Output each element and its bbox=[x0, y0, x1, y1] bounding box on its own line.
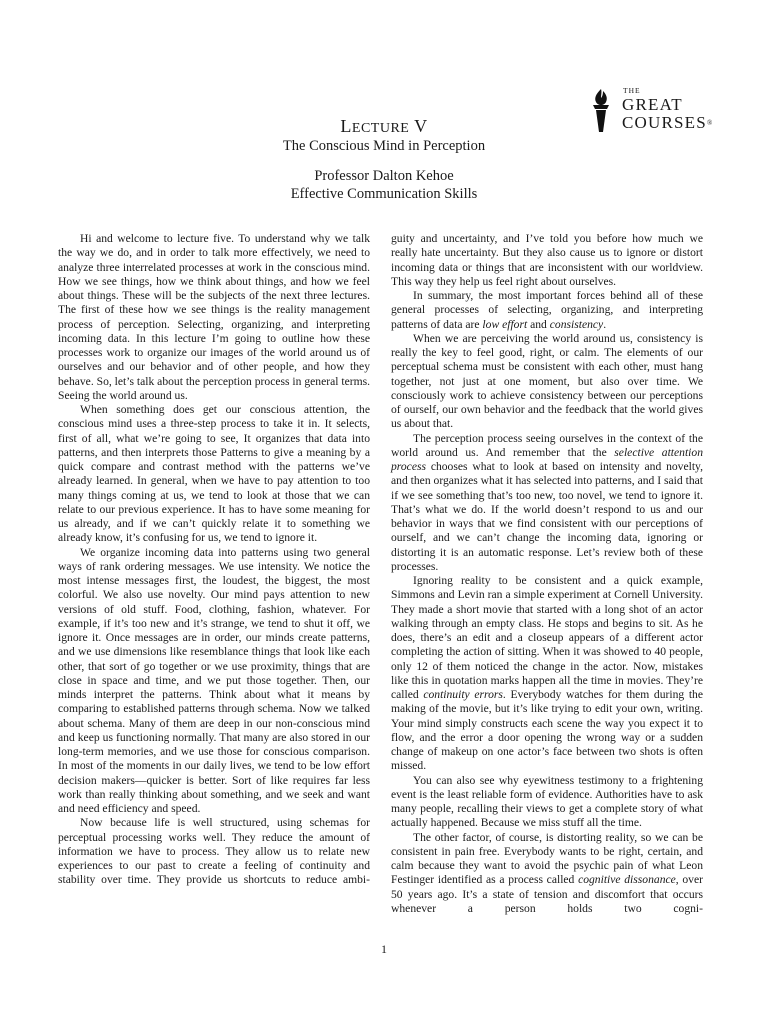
paragraph: Ignoring reality to be consistent and a quick example, Simmons and Levin ran a simple experiment at Cornell University. They made a short movie that started with a long shot of an actor walking through an empty class. He stops and begins to sit. As he does, there’s an edit and a closeup appears of a different actor completing the action of sitting. When it was showed to 40 people, only 12 of them noticed the change in the actor. Now, mistakes like this in quotation marks happen all the time in movies. They’re called continuity errors. Everybody watches for them during the making of the movie, but it’s like trying to edit your own, writing. Your mind simply constructs each scene the way you expect it to flow, and the error a door opening the wrong way or a sudden change of makeup on one actor’s face between two shots is often missed. bbox=[391, 574, 704, 773]
paragraph: You can also see why eyewitness testimony to a frightening event is the least reliable form of evidence. Authorities have to ask many people, recalling their views to get a complete story of what actually happened. Because we miss stuff all the time. bbox=[391, 773, 703, 830]
professor-name: Professor Dalton Kehoe bbox=[314, 168, 454, 184]
emphasis: selective attention process bbox=[391, 445, 703, 473]
paragraph: We organize incoming data into patterns using two general ways of rank ordering messages. We use intensity. We notice the most intense messages first, the loudest, the biggest, the most colorful. We also use novelty. Our mind pays attention to new versions of old stuff. Food, clothing, fashion, whatever. For example, if it’s too new and it’s strange, we tend to shut it off, we ignore it. Once messages are in order, our minds create patterns, and we use dimensions like resemblance things that look like each other, that sort of go together or we use proximity, things that are close in space and time, and we put those together. Then, our minds interpret the patterns. Think about what it means by comparing to established patterns through schema. Now we talked about schema. Many of them are deep in our non-conscious mind and keep us functioning normally. That many are also stored in our long-term memories, and we use those for conscious comparison. In most of the moments in our daily lives, we tend to be low effort decision makers—quicker is better. Sort of like requires far less work than really thinking about something, and we seek and want and need efficiency and speed. bbox=[58, 545, 370, 815]
paragraph: guity and uncertainty, and I’ve told you before how much we really hate uncertainty. But they also cause us to ignore or distort incoming data or things that are inconsistent with our worldview. This way they help us feel right about ourselves. bbox=[391, 232, 703, 288]
paragraph: Now because life is well structured, using schemas for perceptual processing works well. They reduce the amount of information we have to process. They allow us to relate new experiences to our past to create a feeling of continuity and stability over time. They provide us shortcuts to reduce ambi- bbox=[58, 816, 370, 887]
paragraph: The other factor, of course, is distorting reality, so we can be consistent in pain free. Everybody wants to be right, certain, and calm because they want to avoid the psychic pain of what Leon Festinger identified as a process called cognitive dissonance, over 50 years ago. It’s a state of tension and discomfort that occurs whenever a person holds two cogni- bbox=[391, 830, 703, 915]
course-name: Effective Communication Skills bbox=[290, 186, 478, 202]
lecture-subtitle: The Conscious Mind in Perception bbox=[282, 138, 486, 154]
emphasis: low effort bbox=[482, 317, 528, 331]
emphasis: consistency bbox=[549, 317, 604, 331]
page-number: 1 bbox=[381, 942, 387, 956]
paragraph: Hi and welcome to lecture five. To understand why we talk the way we do, and in order to talk more effectively, we need to analyze three interrelated processes at work in the conscious mind. How we see things, how we think about things, and how we feel about things. These will be the subjects of the next three lectures. The first of these how we see things is the reality management process of perception. Selecting, organizing, and interpreting incoming data. In this lecture I’m going to outline how these processes work to organize our images of the world around us of ourselves and our behavior and of other people, and how they behave. So, let’s talk about the perception process in general terms. Seeing the world around us. bbox=[58, 232, 370, 402]
emphasis: cognitive dissonance bbox=[578, 873, 676, 887]
left-column bbox=[58, 232, 370, 888]
paragraph: When we are perceiving the world around us, consistency is really the key to feel good, right, or calm. The elements of our perceptual schema must be consistent with each other, must hang together, not just at one moment, but also over time. We consciously work to achieve consistency between our perceptions of ourself, our own behavior and the feedback that the world gives us about that. bbox=[391, 331, 703, 431]
logo-the: THE bbox=[623, 86, 641, 95]
paragraph: The perception process seeing ourselves in the context of the world around us. And remember that the selective attention process chooses what to look at based on intensity and novelty, and then organizes what it has selected into patterns, and I said that if we see something that’s too new, too novel, we tend to ignore it. That’s what we do. If the world doesn’t respond to us and our behavior in ways that we find consistent with our perceptions of ourself, and we can’t change the incoming data, ignoring or distorting it is an automatic response. Let’s review both of these processes. bbox=[391, 431, 703, 573]
logo-great: GREAT bbox=[622, 95, 683, 114]
logo-courses: COURSES® bbox=[622, 113, 714, 132]
lecture-title: LECTURE V bbox=[340, 116, 428, 136]
right-column bbox=[391, 232, 703, 916]
logo-trademark: ® bbox=[706, 119, 714, 127]
paragraph: In summary, the most important forces behind all of these general processes of selecting, organizing, and interpreting patterns of data are low effort and consistency. bbox=[391, 289, 703, 331]
emphasis: continuity errors bbox=[423, 688, 503, 701]
paragraph: When something does get our conscious attention, the conscious mind uses a three-step process to take it in. It selects, first of all, what we’re going to see, It organizes that data into patterns, and then interprets those Patterns to give a meaning by a quick compare and contrast method with the patterns we’ve already learned. In general, when we have to pay attention to too many things coming at us, we tend to look at those that we can relate to our previous experience. It has to have some meaning for us already, and if we can’t quickly relate it to something we already know, it’s confusing for us, we tend to ignore it. bbox=[58, 403, 370, 545]
